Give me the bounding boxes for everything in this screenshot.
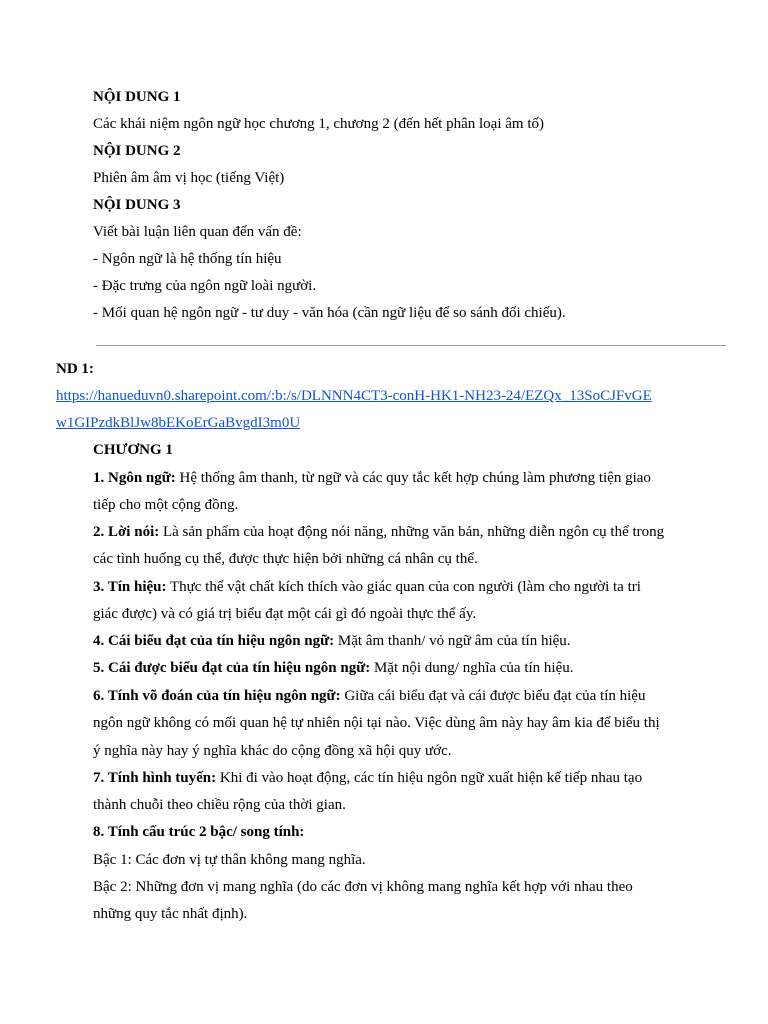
definition-text: Thực thể vật chất kích thích vào giác quan của con người (làm cho người ta tri — [166, 579, 641, 595]
definition-continuation: ý nghĩa này hay ý nghĩa khác do cộng đồng xã hội quy ước. — [93, 743, 452, 759]
definition-continuation: tiếp cho một cộng đồng. — [93, 497, 239, 513]
nd3-item: - Đặc trưng của ngôn ngữ loài người. — [93, 278, 317, 294]
sharepoint-link-line2[interactable]: w1GIPzdkBlJw8bEKoErGaBvgdI3m0U — [56, 415, 301, 431]
definition-item — [93, 522, 664, 542]
horizontal-divider — [96, 345, 726, 346]
definition-term: 1. Ngôn ngữ: — [93, 470, 176, 486]
definition-text: Khi đi vào hoạt động, các tín hiệu ngôn ngữ xuất hiện kế tiếp nhau tạo — [216, 770, 643, 786]
definition-item — [93, 468, 651, 488]
level-2-text: Bậc 2: Những đơn vị mang nghĩa (do các đơn vị không mang nghĩa kết hợp với nhau theo — [93, 879, 633, 895]
nd3-item: - Mối quan hệ ngôn ngữ - tư duy - văn hóa (cần ngữ liệu để so sánh đối chiếu). — [93, 305, 566, 321]
nd3-heading: NỘI DUNG 3 — [93, 197, 181, 213]
nd3-text: Viết bài luận liên quan đến vấn đề: — [93, 224, 302, 240]
definition-continuation: thành chuỗi theo chiều rộng của thời gian. — [93, 797, 346, 813]
nd2-text: Phiên âm âm vị học (tiếng Việt) — [93, 170, 285, 186]
nd1-text: Các khái niệm ngôn ngữ học chương 1, chương 2 (đến hết phân loại âm tố) — [93, 116, 544, 132]
definition-term: 4. Cái biểu đạt của tín hiệu ngôn ngữ: — [93, 633, 335, 649]
definition-item — [93, 577, 641, 597]
definition-continuation: giác được) và có giá trị biểu đạt một cái gì đó ngoài thực thể ấy. — [93, 606, 477, 622]
definition-item — [93, 768, 642, 788]
definition-text: Mặt âm thanh/ vỏ ngữ âm của tín hiệu. — [334, 633, 571, 649]
nd3-item: - Ngôn ngữ là hệ thống tín hiệu — [93, 251, 282, 267]
definition-item — [93, 631, 571, 651]
level-2-continuation: những quy tắc nhất định). — [93, 906, 248, 922]
definition-text: Giữa cái biểu đạt và cái được biểu đạt của tín hiệu — [340, 688, 646, 704]
definition-text: Là sản phẩm của hoạt động nói năng, những văn bản, những diễn ngôn cụ thể trong — [159, 524, 665, 540]
definition-continuation: ngôn ngữ không có mối quan hệ tự nhiên nội tại nào. Việc dùng âm này hay âm kia để biểu thị — [93, 715, 660, 731]
definition-continuation: các tình huống cụ thể, được thực hiện bởi những cá nhân cụ thể. — [93, 551, 478, 567]
level-1-text: Bậc 1: Các đơn vị tự thân không mang nghĩa. — [93, 852, 366, 868]
definition-term: 8. Tính cấu trúc 2 bậc/ song tính: — [93, 824, 305, 840]
definition-item — [93, 822, 304, 842]
definition-term: 2. Lời nói: — [93, 524, 160, 540]
definition-item — [93, 686, 645, 706]
definition-term: 7. Tính hình tuyến: — [93, 770, 217, 786]
chapter-title: CHƯƠNG 1 — [93, 442, 173, 458]
sharepoint-link-line1[interactable]: https://hanueduvn0.sharepoint.com/:b:/s/DLNNN4CT3-conH-HK1-NH23-24/EZQx_13SoCJFvGE — [56, 388, 652, 404]
definition-text: Hệ thống âm thanh, từ ngữ và các quy tắc kết hợp chúng làm phương tiện giao — [175, 470, 651, 486]
nd2-heading: NỘI DUNG 2 — [93, 143, 181, 159]
definition-term: 5. Cái được biểu đạt của tín hiệu ngôn ngữ: — [93, 660, 371, 676]
definition-term: 6. Tính võ đoán của tín hiệu ngôn ngữ: — [93, 688, 341, 704]
definition-text: Mặt nội dung/ nghĩa của tín hiệu. — [370, 660, 574, 676]
nd1-label: ND 1: — [56, 361, 94, 377]
definition-item — [93, 658, 574, 678]
nd1-heading: NỘI DUNG 1 — [93, 89, 181, 105]
definition-term: 3. Tín hiệu: — [93, 579, 167, 595]
